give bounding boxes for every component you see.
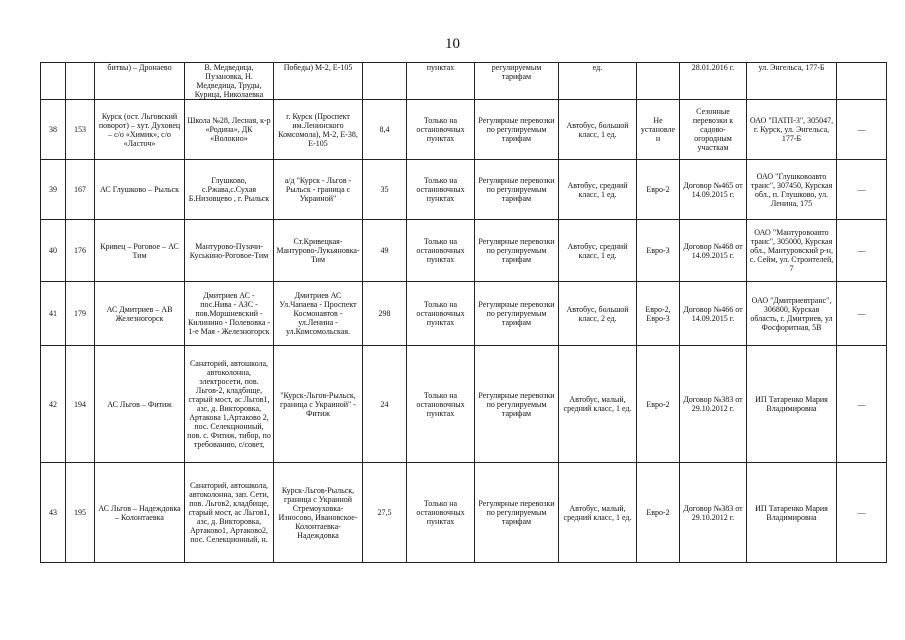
cell-reg: 195 [66, 463, 95, 563]
page-number: 10 [445, 36, 460, 52]
cell-boarding: Только на остановочных пунктах [407, 282, 475, 346]
cell-num [41, 63, 66, 100]
cell-eco-class [637, 63, 680, 100]
cell-carrier: ОАО "Мантуровоавто транс", 305000, Курская обл., Мантуровский р-н, с. Сейм, ул. Строителей, 7 [747, 220, 837, 282]
cell-route: Кривец – Роговое – АС Тим [95, 220, 185, 282]
cell-stops: Глушково, с.Ржава,с.Сухая Б.Низовцево , г. Рыльск [185, 160, 274, 220]
cell-boarding: Только на остановочных пунктах [407, 160, 475, 220]
cell-stops: В. Медведица, Пузановка, Н. Медведица, Труды, Курица, Николаевка [185, 63, 274, 100]
cell-reg: 194 [66, 346, 95, 463]
cell-reg: 153 [66, 100, 95, 160]
cell-boarding: Только на остановочных пунктах [407, 220, 475, 282]
cell-streets: Курск-Льгов-Рыльск, граница с Украиной Стремоуховка-Износово, Ивановское-Колонтаевка-Надеждовка [274, 463, 363, 563]
cell-streets: Ст.Кривецкая-Мантурово-Лукьяновка- Тим [274, 220, 363, 282]
cell-eco-class: Евро-2 [637, 463, 680, 563]
table-row [41, 100, 887, 160]
cell-num: 41 [41, 282, 66, 346]
cell-transport-kind: Регулярные перевозки по регулируемым тарифам [475, 463, 559, 563]
cell-route: битвы) – Дронаево [95, 63, 185, 100]
cell-transport-kind: Регулярные перевозки по регулируемым тарифам [475, 282, 559, 346]
table-row [41, 220, 887, 282]
table-row [41, 346, 887, 463]
cell-num: 38 [41, 100, 66, 160]
table-row [41, 160, 887, 220]
cell-boarding: Только на остановочных пунктах [407, 100, 475, 160]
cell-route: АС Льгов – Фитиж [95, 346, 185, 463]
cell-vehicle: Автобус, большой класс, 2 ед. [559, 282, 637, 346]
cell-length: 49 [363, 220, 407, 282]
cell-streets: "Курск-Льгов-Рыльск, граница с Украиной" - Фитиж [274, 346, 363, 463]
cell-stops: Мантурово-Пузачи-Куськино-Роговое-Тим [185, 220, 274, 282]
cell-carrier: ИП Татаренко Мария Владимировна [747, 463, 837, 563]
cell-vehicle: Автобус, малый, средний класс, 1 ед. [559, 463, 637, 563]
cell-stops: Дмитриев АС - пос.Нива - АЗС - пов.Моршневский - Килинино - Полевовка - 1-е Мая - Железногорск [185, 282, 274, 346]
table-row [41, 282, 887, 346]
cell-streets: Победы) М-2, Е-105 [274, 63, 363, 100]
cell-date: Договор №383 от 29.10.2012 г. [680, 346, 747, 463]
cell-streets: Дмитриев АС Ул.Чапаева - Проспект Космонавтов - ул.Ленина - ул.Комсомольская. [274, 282, 363, 346]
cell-eco-class: Евро-3 [637, 220, 680, 282]
cell-carrier: ул. Энгельса, 177-Б [747, 63, 837, 100]
cell-transport-kind: Регулярные перевозки по регулируемым тарифам [475, 220, 559, 282]
cell-date: Договор №465 от 14.09.2015 г. [680, 160, 747, 220]
cell-stops: Санаторий, автошкола, автоколонна, электросети, пов. Льгов-2, кладбище, старый мост, ас Льгов1, азс, д. Викторовка, Артакова 1,Артаково 2, пос. Селекционный, пов. с. Фитиж, тибор, по требованию, с/совет, [185, 346, 274, 463]
cell-eco-class: Евро-2 [637, 160, 680, 220]
cell-length: 8,4 [363, 100, 407, 160]
cell-note: — [837, 160, 887, 220]
cell-date: Сезонные перевозки к садово-огородным участкам [680, 100, 747, 160]
cell-note: — [837, 220, 887, 282]
cell-note: — [837, 463, 887, 563]
cell-num: 40 [41, 220, 66, 282]
cell-transport-kind: Регулярные перевозки по регулируемым тарифам [475, 100, 559, 160]
cell-note: — [837, 100, 887, 160]
cell-num: 39 [41, 160, 66, 220]
cell-note: — [837, 346, 887, 463]
cell-vehicle: Автобус, малый, средний класс, 1 ед. [559, 346, 637, 463]
cell-eco-class: Не установлен [637, 100, 680, 160]
cell-num: 43 [41, 463, 66, 563]
cell-vehicle: Автобус, большой класс, 1 ед. [559, 100, 637, 160]
cell-num: 42 [41, 346, 66, 463]
cell-date: Договор №383 от 29.10.2012 г. [680, 463, 747, 563]
cell-transport-kind: Регулярные перевозки по регулируемым тарифам [475, 346, 559, 463]
cell-length: 35 [363, 160, 407, 220]
cell-reg: 179 [66, 282, 95, 346]
cell-length: 27,5 [363, 463, 407, 563]
cell-length: 24 [363, 346, 407, 463]
cell-note: — [837, 282, 887, 346]
cell-vehicle: Автобус, средний класс, 1 ед. [559, 220, 637, 282]
cell-streets: а/д "Курск - Льгов - Рыльск - граница с Украиной" [274, 160, 363, 220]
cell-route: АС Глушково – Рыльск [95, 160, 185, 220]
cell-carrier: ОАО "Дмитриевтранс", 306800, Курская область, г. Дмитриев, ул Фосфоритная, 5В [747, 282, 837, 346]
cell-eco-class: Евро-2 [637, 346, 680, 463]
routes-table [40, 62, 887, 563]
cell-streets: г. Курск (Проспект им.Ленинского Комсомола), М-2, Е-38, Е-105 [274, 100, 363, 160]
cell-transport-kind: Регулярные перевозки по регулируемым тарифам [475, 160, 559, 220]
cell-reg: 167 [66, 160, 95, 220]
cell-date: Договор №466 от 14.09.2015 г. [680, 282, 747, 346]
cell-carrier: ОАО "Глушковоавто транс", 307450, Курская обл., п. Глушково, ул. Ленина, 175 [747, 160, 837, 220]
cell-length [363, 63, 407, 100]
cell-eco-class: Евро-2, Евро-3 [637, 282, 680, 346]
cell-length: 298 [363, 282, 407, 346]
cell-route: Курск (ост. Льговский поворот) – хут. Духовец – с/о «Химик», с/о «Ласточ» [95, 100, 185, 160]
cell-reg [66, 63, 95, 100]
cell-reg: 176 [66, 220, 95, 282]
cell-note [837, 63, 887, 100]
cell-boarding: Только на остановочных пунктах [407, 346, 475, 463]
cell-boarding: Только на остановочных пунктах [407, 463, 475, 563]
cell-date: 28.01.2016 г. [680, 63, 747, 100]
cell-route: АС Дмитриев – АВ Железногорск [95, 282, 185, 346]
cell-route: АС Льгов – Надеждовка – Колонтаевка [95, 463, 185, 563]
cell-boarding: пунктах [407, 63, 475, 100]
cell-carrier: ИП Татаренко Мария Владимировна [747, 346, 837, 463]
table-row [41, 463, 887, 563]
table-row [41, 63, 887, 100]
cell-carrier: ОАО "ПАТП-3", 305047, г. Курск, ул. Энгельса, 177-Б [747, 100, 837, 160]
cell-transport-kind: регулируемым тарифам [475, 63, 559, 100]
cell-stops: Санаторий, автошкола, автоколонна, зап. Сети, пов. Льгов2, кладбище, старый мост, ас Льгов1, азс, д. Викторовка, Артаково1, Артаково2, пос. Селекционный, н. [185, 463, 274, 563]
routes-table-body [41, 63, 887, 563]
cell-vehicle: ед. [559, 63, 637, 100]
cell-stops: Школа №28, Лесная, к-р «Родина», ДК «Волокно» [185, 100, 274, 160]
cell-date: Договор №468 от 14.09.2015 г. [680, 220, 747, 282]
cell-vehicle: Автобус, средний класс, 1 ед. [559, 160, 637, 220]
